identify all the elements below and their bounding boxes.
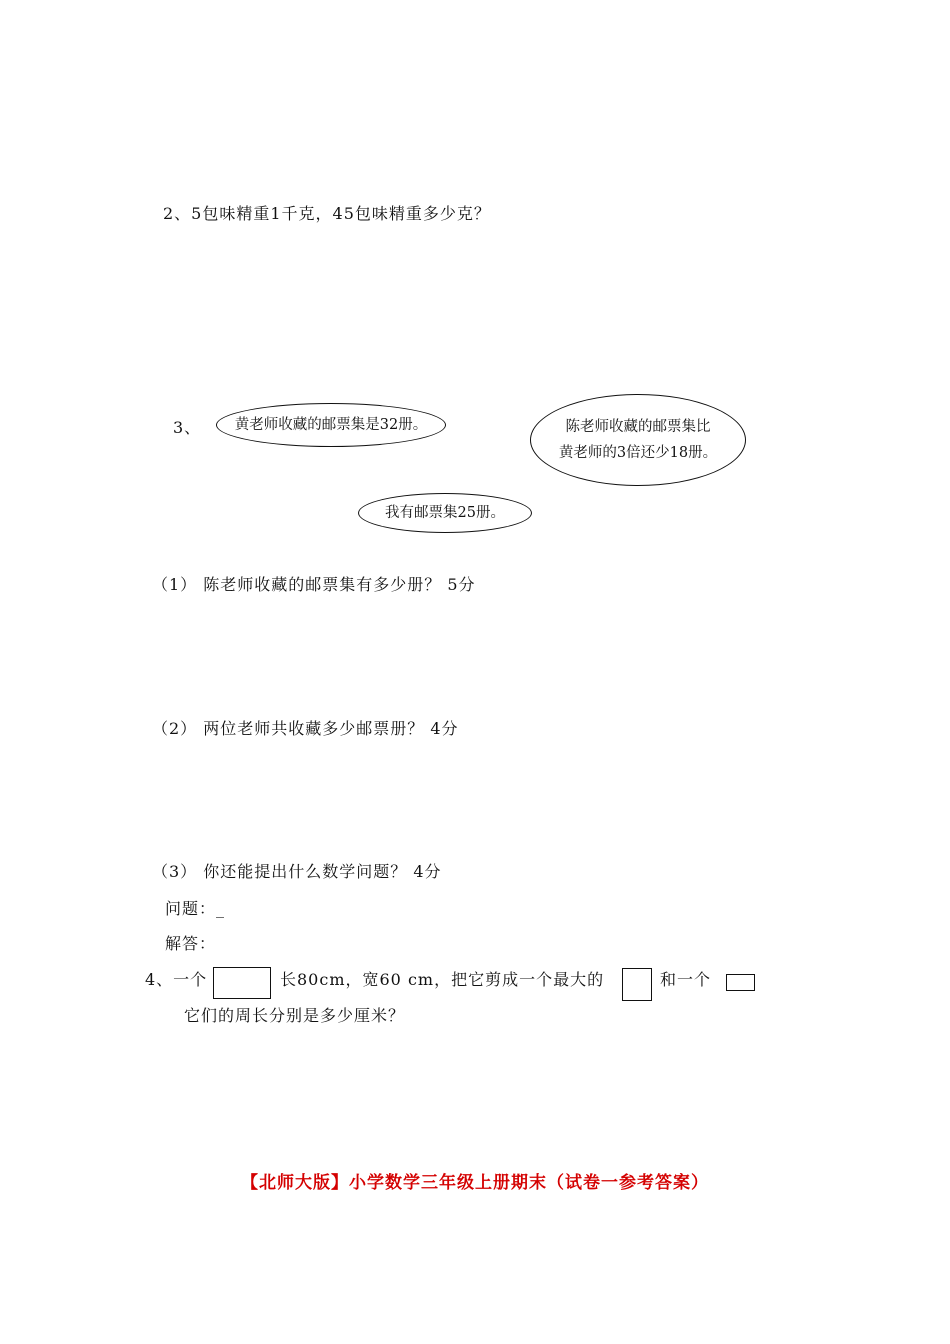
question-3-number: 3、 (173, 418, 202, 437)
question-4-and-one: 和一个 (660, 970, 712, 989)
rectangle-icon (213, 967, 271, 999)
bubble-chen-line-2: 黄老师的3倍还少18册。 (558, 445, 718, 461)
question-2: 2、5包味精重1千克，45包味精重多少克？ (163, 204, 491, 223)
bubble-chen-line-1: 陈老师收藏的邮票集比 (565, 419, 711, 435)
speech-bubble-chen (530, 394, 746, 486)
question-4-middle: 长80cm，宽60 cm，把它剪成一个最大的 (280, 970, 605, 989)
square-icon (622, 968, 652, 1001)
question-4-prefix: 4、一个 (145, 970, 208, 989)
answer-label: 解答： (165, 934, 217, 953)
question-label: 问题：_ (165, 899, 226, 918)
footer-title: 【北师大版】小学数学三年级上册期末（试卷一参考答案） (241, 1173, 709, 1193)
bubble-huang-text: 黄老师收藏的邮票集是32册。 (234, 417, 428, 433)
sub-question-2: （2） 两位老师共收藏多少邮票册？ 4分 (152, 719, 459, 738)
question-4-line-2: 它们的周长分别是多少厘米？ (184, 1006, 406, 1025)
speech-bubble-huang (216, 403, 446, 447)
sub-question-1: （1） 陈老师收藏的邮票集有多少册？ 5分 (152, 575, 476, 594)
speech-bubble-me (358, 493, 532, 533)
small-rectangle-icon (726, 974, 755, 991)
bubble-me-text: 我有邮票集25册。 (385, 505, 505, 521)
sub-question-3: （3） 你还能提出什么数学问题？ 4分 (152, 862, 442, 881)
